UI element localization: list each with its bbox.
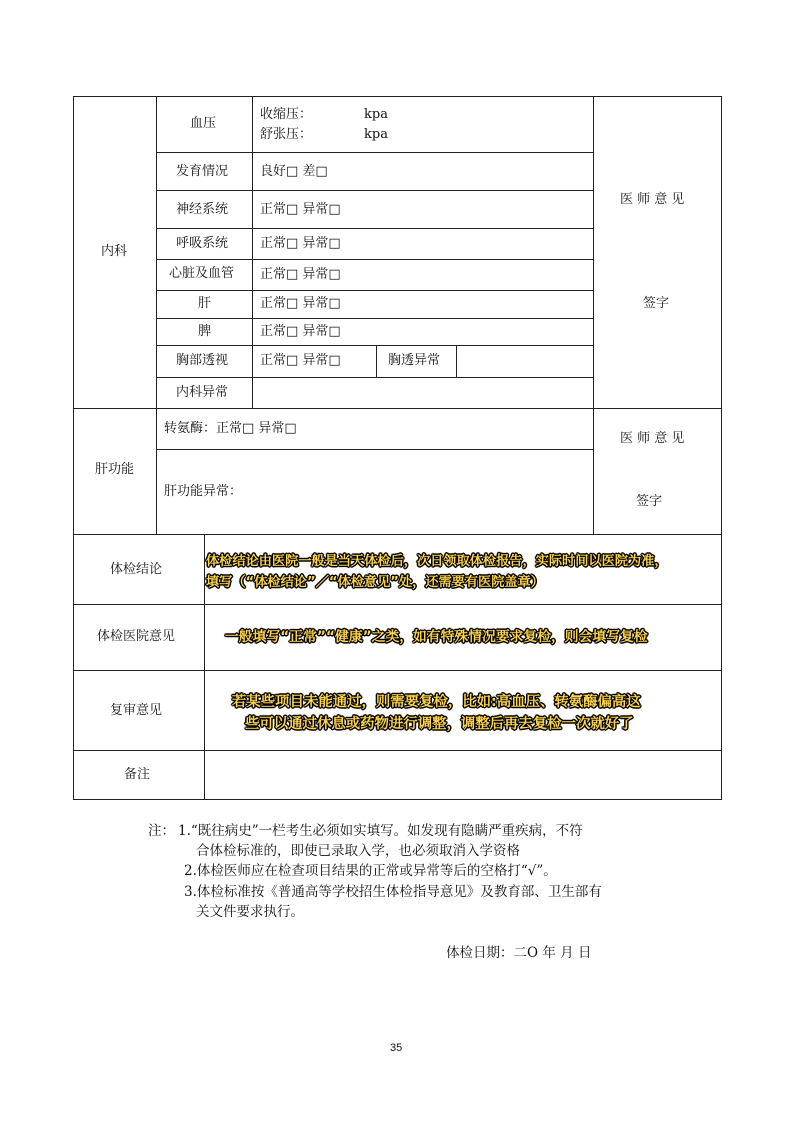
note-3-line1: 3.体检标准按《普通高等学校招生体检指导意见》及教育部、卫生部有 — [184, 884, 602, 900]
exam-date: 体检日期：二O 年 月 日 — [446, 945, 592, 961]
spleen-label: 脾 — [198, 324, 212, 339]
note-1-line1: 1.“既往病史”一栏考生必须如实填写。如发现有隐瞒严重疾病，不符 — [178, 823, 583, 839]
note-3-line2: 关文件要求执行。 — [196, 904, 304, 920]
page-number: 35 — [390, 1042, 403, 1054]
notes-prefix: 注： — [148, 823, 175, 839]
development-options: 良好□ 差□ — [260, 164, 328, 179]
internal-medicine-label: 内科 — [101, 244, 128, 259]
chest-xray-label: 胸部透视 — [176, 353, 229, 368]
development-label: 发育情况 — [176, 164, 229, 179]
liver-label: 肝 — [198, 296, 212, 311]
internal-signature: 签字 — [643, 296, 670, 311]
respiratory-system-label: 呼吸系统 — [176, 236, 229, 251]
spleen-options: 正常□ 异常□ — [260, 324, 341, 339]
review-annotation-line1: 若某些项目未能通过，则需要复检，比如:高血压、转氨酶偏高这 — [232, 694, 641, 710]
remarks-label: 备注 — [124, 767, 151, 782]
internal-doctor-opinion: 医 师 意 见 — [620, 192, 685, 207]
systolic-label: 收缩压： — [260, 107, 313, 122]
conclusion-annotation-line2: 填写（“体检结论”／“体检意见”处，还需要有医院盖章） — [206, 575, 544, 590]
hospital-opinion-label: 体检医院意见 — [97, 629, 176, 644]
hospital-opinion-annotation: 一般填写“正常”“健康”之类，如有特殊情况要求复检，则会填写复检 — [225, 629, 648, 645]
review-annotation-line2: 些可以通过休息或药物进行调整，调整后再去复检一次就好了 — [245, 716, 634, 732]
chest-xray-options: 正常□ 异常□ — [260, 353, 341, 368]
liver-options: 正常□ 异常□ — [260, 296, 341, 311]
transaminase-row: 转氨酶：正常□ 异常□ — [164, 421, 297, 436]
diastolic-label: 舒张压： — [260, 127, 313, 142]
nervous-system-label: 神经系统 — [176, 202, 229, 217]
respiratory-system-options: 正常□ 异常□ — [260, 236, 341, 251]
conclusion-annotation-line1: 体检结论由医院一般是当天体检后，次日领取体检报告，实际时间以医院为准， — [206, 554, 668, 569]
internal-abnormal-label: 内科异常 — [176, 385, 229, 400]
liver-function-label: 肝功能 — [95, 462, 135, 477]
nervous-system-options: 正常□ 异常□ — [260, 202, 341, 217]
conclusion-label: 体检结论 — [110, 562, 163, 577]
heart-vessels-label: 心脏及血管 — [169, 266, 235, 281]
systolic-unit: kpa — [364, 107, 388, 122]
blood-pressure-label: 血压 — [190, 116, 217, 131]
liver-signature: 签字 — [636, 494, 663, 509]
diastolic-unit: kpa — [364, 127, 388, 142]
note-1-line2: 合体检标准的，即使已录取入学，也必须取消入学资格 — [196, 843, 520, 859]
chest-xray-abnormal-label: 胸透异常 — [388, 353, 441, 368]
note-2: 2.体检医师应在检查项目结果的正常或异常等后的空格打“√”。 — [184, 863, 557, 879]
liver-doctor-opinion: 医 师 意 见 — [620, 431, 685, 446]
heart-vessels-options: 正常□ 异常□ — [260, 267, 341, 282]
liver-function-abnormal-label: 肝功能异常： — [164, 484, 243, 499]
review-opinion-label: 复审意见 — [110, 703, 163, 718]
